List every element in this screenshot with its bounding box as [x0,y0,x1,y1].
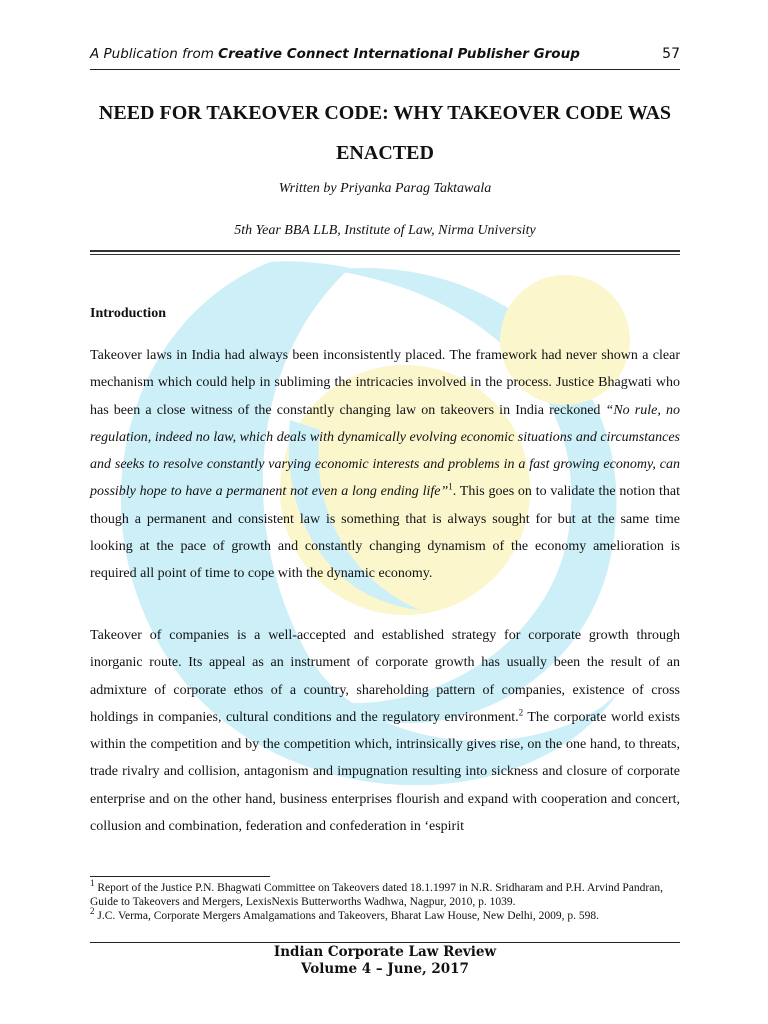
footer-divider [90,942,680,943]
paragraph-1-continuation: . This goes on to validate the notion that though a permanent and consistent law is something that is always sought for but at the same time looking at the pace of growth and constantly changing dynamism of the economy amelioration is required all point of time to cope with the dynamic economy. [90,484,680,582]
footer-volume: Volume 4 – June, 2017 [301,961,469,977]
footnote-ref-2[interactable]: 2 [518,707,524,718]
footnote-1-text: Report of the Justice P.N. Bhagwati Committee on Takeovers dated 18.1.1997 in N.R. Sridharam and P.H. Arvind Pandran, Guide to Takeovers and Mergers, LexisNexis Butterworths Wadhwa, Nagpur, 2010, p. 1039. [90,882,663,908]
footnote-2-text: J.C. Verma, Corporate Mergers Amalgamations and Takeovers, Bharat Law House, New Delhi, 2009, p. 598. [94,910,599,922]
paragraph-2 [90,622,680,840]
footnote-1 [90,878,680,909]
footnote-2 [90,906,680,923]
affiliation-line: 5th Year BBA LLB, Institute of Law, Nirma University [234,223,536,238]
running-header [90,46,680,62]
header-divider [90,69,680,70]
title-line-2: ENACTED [336,142,434,164]
footer-journal: Indian Corporate Law Review [273,944,497,960]
paragraph-2-continuation: The corporate world exists within the competition and by the competition which, intrinsically gives rise, on the one hand, to threats, trade rivalry and collision, antagonism and impugnation resulting into sickness and closure of corporate enterprise and on the other hand, business enterprises flourish and expand with cooperation and concert, collusion and combination, federation and confederation in ‘espirit [90,709,681,835]
footnote-ref-1[interactable]: 1 [448,481,453,492]
paragraph-1-text: Takeover laws in India had always been inconsistently placed. The framework had never shown a clear mechanism which could help in subliming the intricacies involved in the process. Justice Bhagwati who has been a close witness of the constantly changing law on takeovers in India reckoned [90,348,680,418]
running-footer [90,944,680,978]
section-heading: Introduction [90,306,166,321]
footnote-2-mark: 2 [90,906,95,917]
title-line-1: NEED FOR TAKEOVER CODE: WHY TAKEOVER CODE WAS [98,102,672,124]
article-title [90,93,680,173]
footnotes [90,878,680,923]
author-line: Written by Priyanka Parag Taktawala [278,181,492,196]
page-number: 57 [662,46,680,62]
bhagwati-quote: “No rule, no regulation, indeed no law, which deals with dynamically evolving economic situations and circumstances and seeks to resolve constantly varying economic interests and problems in a fast growing economy, can possibly hope to have a permanent not even a long ending life” [90,402,680,500]
header-publisher: Creative Connect International Publisher Group [218,46,580,62]
paragraph-1 [90,342,680,588]
title-divider [90,250,680,255]
footnote-divider [90,876,270,877]
paragraph-2-text: Takeover of companies is a well-accepted and established strategy for corporate growth through inorganic route. Its appeal as an instrument of corporate growth has usually been the result of an admixture of corporate ethos of a country, shareholding pattern of companies, existence of cross holdings in companies, cultural conditions and the regulatory environment. [90,628,680,725]
header-prefix: A Publication from [90,46,219,62]
footnote-1-mark: 1 [90,878,95,889]
